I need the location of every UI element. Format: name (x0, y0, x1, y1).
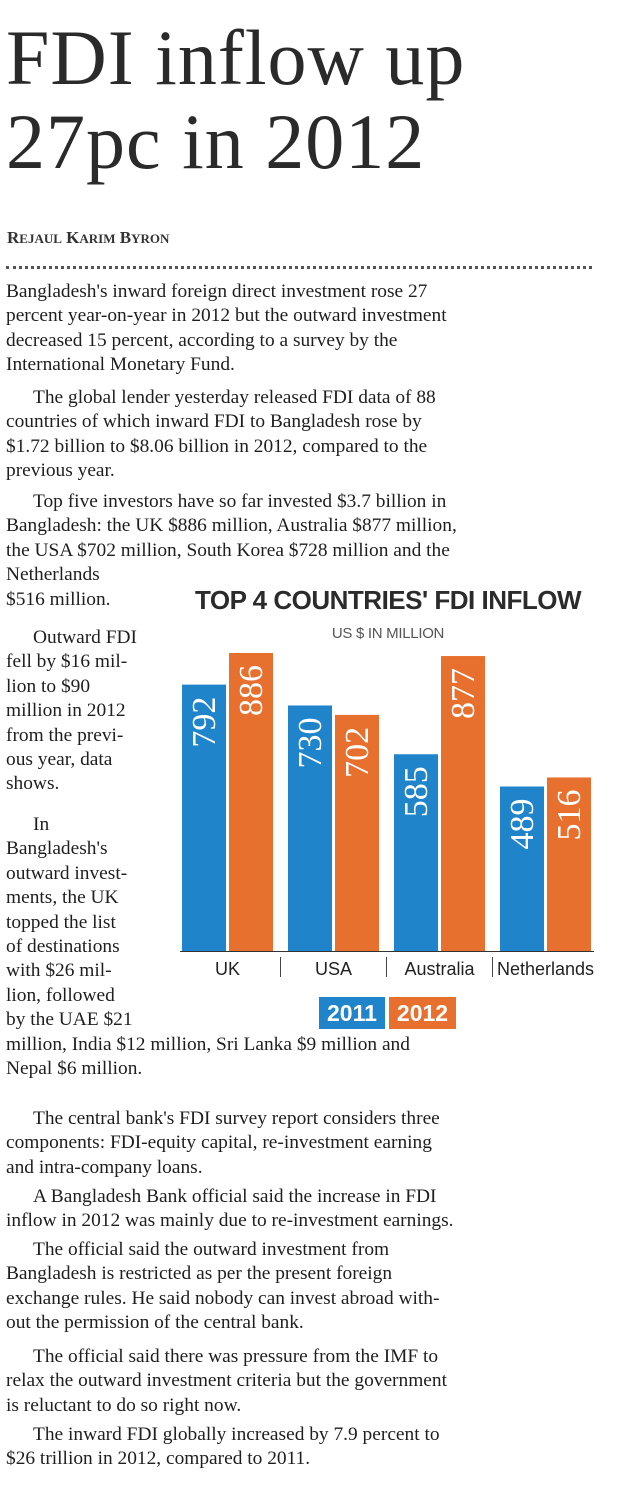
byline: REJAUL KARIM BYRON (7, 228, 170, 247)
headline-line-2: 27pc in 2012 (6, 98, 426, 185)
category-label-uk: UK (214, 959, 241, 979)
data-label-australia-2012: 877 (445, 668, 482, 720)
data-label-uk-2012: 886 (233, 665, 270, 716)
dotted-divider (6, 266, 592, 269)
category-label-netherlands: Netherlands (496, 959, 595, 979)
data-label-australia-2011: 585 (398, 766, 435, 818)
paragraph-4: Outward FDI fell by $16 mil- lion to $90 million in 2012 from the previ- ous year, data shows. (6, 627, 137, 795)
category-label-usa: USA (314, 959, 353, 979)
chart-plot (178, 585, 598, 995)
paragraph-8: The official said the outward investment from Bangladesh is restricted as per the present foreign exchange rules. He said nobody can invest abroad with- out the permission of the central bank. (6, 1239, 440, 1334)
legend-2012: 2012 (389, 997, 456, 1029)
data-label-netherlands-2011: 489 (504, 798, 541, 850)
paragraph-1: Bangladesh's inward foreign direct investment rose 27 percent year-on-year in 2012 but the outward investment decreased 15 percent, according to a survey by the International Monetary Fund. (6, 281, 447, 376)
paragraph-5: In Bangladesh's outward invest- ments, the UK topped the list of destinations with $26 mil- lion, followed by the UAE $21 million, India $12 million, Sri Lanka $9 million and Nepal $6 million. (6, 814, 410, 1080)
paragraph-7: A Bangladesh Bank official said the increase in FDI inflow in 2012 was mainly due to re-investment earnings. (6, 1186, 454, 1232)
paragraph-10: The inward FDI globally increased by 7.9 percent to $26 trillion in 2012, compared to 2011. (6, 1424, 440, 1470)
chart-subtitle: US $ IN MILLION (331, 625, 445, 642)
headline (6, 16, 465, 184)
fdi-bar-chart (178, 585, 598, 1045)
headline-line-1: FDI inflow up (6, 14, 466, 101)
chart-title: TOP 4 COUNTRIES' FDI INFLOW (194, 585, 582, 615)
paragraph-6: The central bank's FDI survey report considers three components: FDI-equity capital, re-investment earning and intra-company loans. (6, 1108, 440, 1178)
data-label-netherlands-2012: 516 (551, 789, 588, 841)
paragraph-2: The global lender yesterday released FDI data of 88 countries of which inward FDI to Bangladesh rose by $1.72 billion to $8.06 billion in 2012, compared to the previous year. (6, 387, 436, 482)
paragraph-3: Top five investors have so far invested $3.7 billion in Bangladesh: the UK $886 million, Australia $877 million, the USA $702 million, South Korea $728 million and the Netherlands $516 million. (6, 491, 457, 610)
legend-2011: 2011 (319, 997, 385, 1029)
category-label-australia: Australia (404, 959, 475, 979)
paragraph-9: The official said there was pressure from the IMF to relax the outward investment criteria but the government is reluctant to do so right now. (6, 1346, 447, 1416)
data-label-usa-2011: 730 (292, 717, 329, 769)
chart-legend (319, 997, 460, 1031)
data-label-uk-2011: 792 (186, 696, 223, 748)
data-label-usa-2012: 702 (339, 726, 376, 778)
